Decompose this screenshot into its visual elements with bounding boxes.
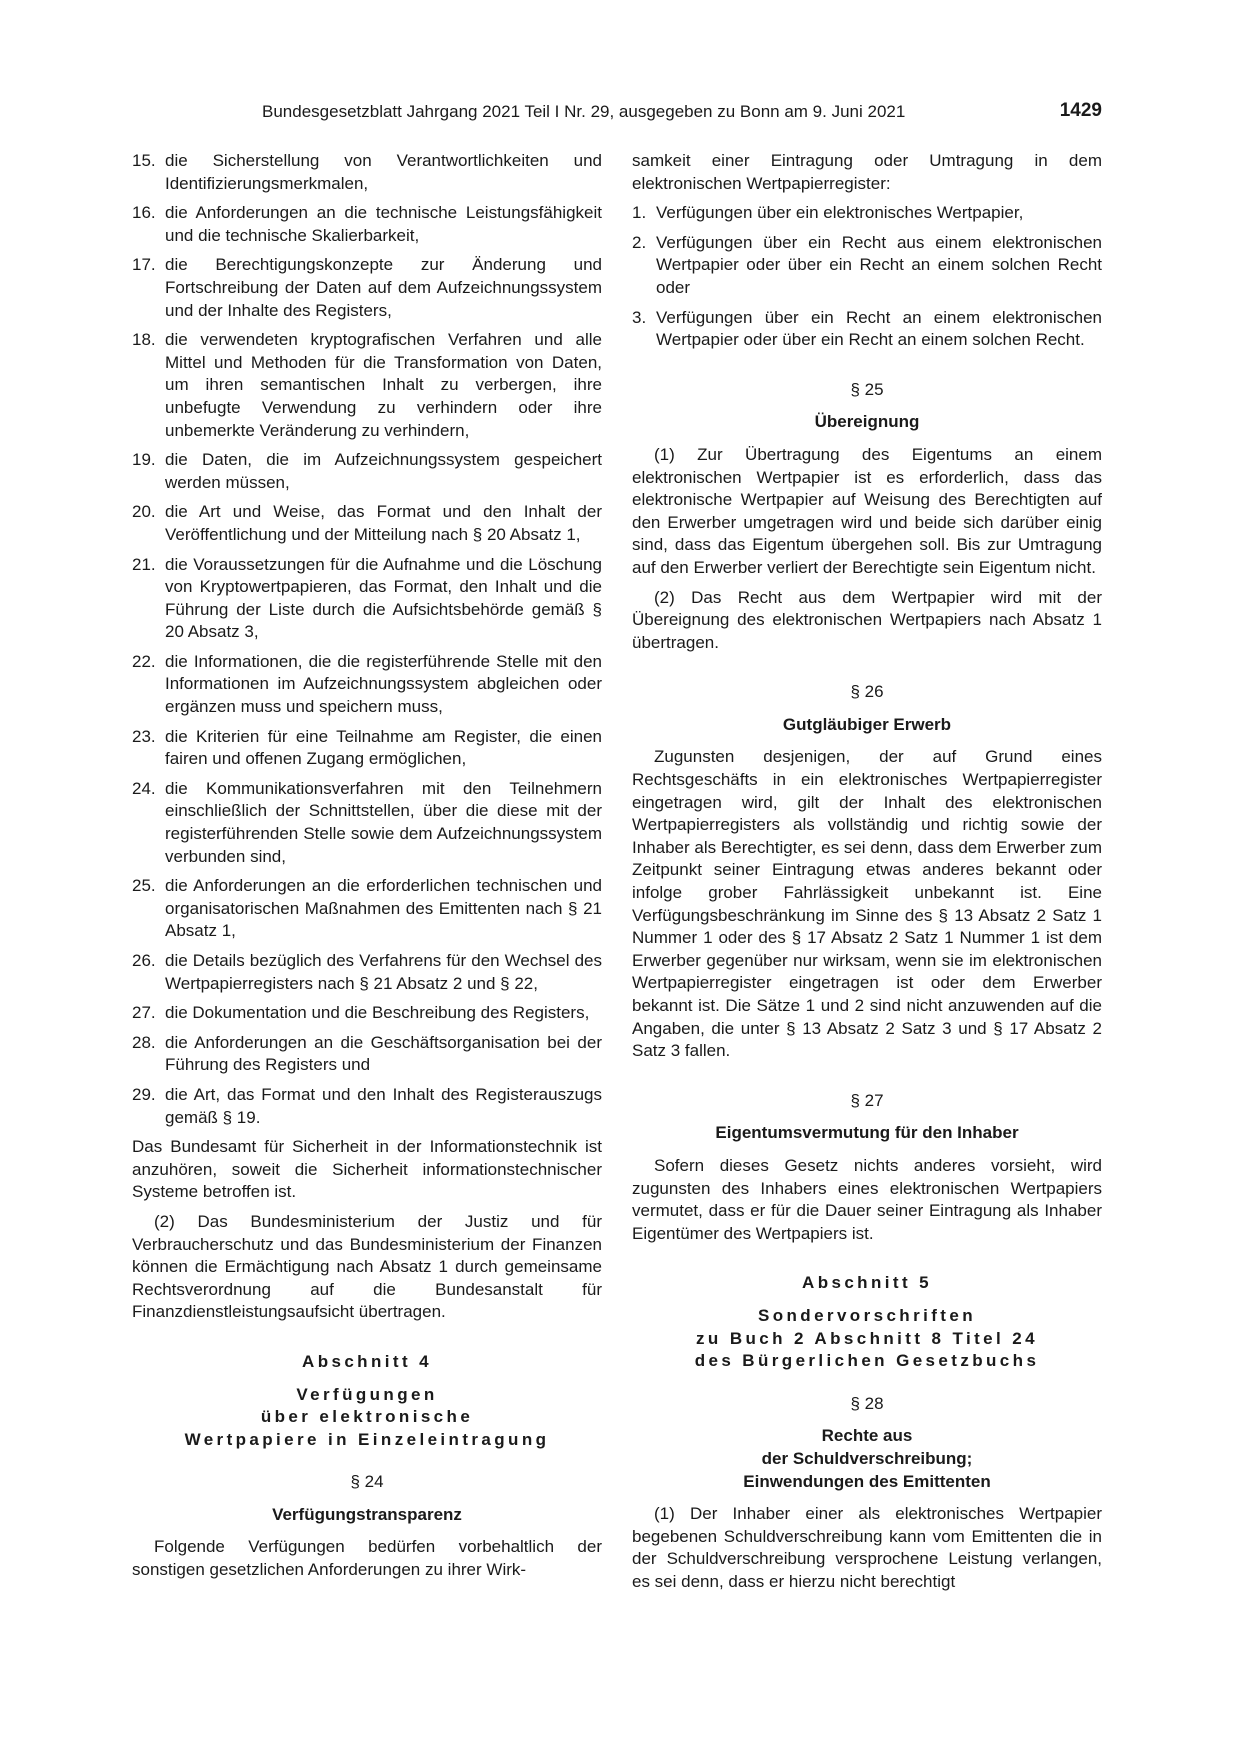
abschnitt-5-title-line: zu Buch 2 Abschnitt 8 Titel 24 bbox=[696, 1328, 1038, 1348]
page-header bbox=[132, 100, 1102, 130]
list-item: 3. Verfügungen über ein Recht an einem elektronischen Wertpapier oder über ein Recht an einem solchen Recht. bbox=[632, 307, 1102, 350]
section-number: § 24 bbox=[350, 1472, 384, 1492]
abschnitt-4-title-line: Wertpapiere in Einzeleintragung bbox=[184, 1429, 550, 1449]
continuation-paragraph: samkeit einer Eintragung oder Umtragung in dem elektronischen Wertpapierregister: bbox=[632, 151, 1102, 193]
list-item: 16. die Anforderungen an die technische Leistungsfähigkeit und die technische Skalierbarkeit, bbox=[132, 203, 602, 245]
section-paragraph: (1) Zur Übertragung des Eigentums an einem elektronischen Wertpapier ist es erforderlich, dass das elektronische Wertpapier auf Weisung des Berechtigten auf den Erwerber umgetragen wird und beide sich darüber einig sind, dass das Eigentum übergehen soll. Bis zur Umtragung auf den Erwerber verliert der Berechtigte sein Eigentum nicht. bbox=[632, 444, 1102, 577]
section-number: § 25 bbox=[850, 379, 884, 399]
section-heading-line: Rechte aus bbox=[821, 1426, 913, 1446]
section-heading: Verfügungstransparenz bbox=[272, 1504, 462, 1524]
abschnitt-5-title-line: des Bürgerlichen Gesetzbuchs bbox=[694, 1351, 1040, 1371]
list-item: 23. die Kriterien für eine Teilnahme am Register, die einen fairen und offenen Zugang ermöglichen, bbox=[132, 726, 602, 769]
section-paragraph: (2) Das Recht aus dem Wertpapier wird mit der Übereignung des elektronischen Wertpapiers nach Absatz 1 übertragen. bbox=[632, 587, 1102, 652]
closing-paragraph: Das Bundesamt für Sicherheit in der Informationstechnik ist anzuhören, soweit die Sicherheit informationstechnischer Systeme betroffen ist. bbox=[132, 1137, 602, 1202]
list-item: 19. die Daten, die im Aufzeichnungssystem gespeichert werden müssen, bbox=[132, 450, 602, 492]
list-item: 18. die verwendeten kryptografischen Verfahren und alle Mittel und Methoden für die Transformation von Daten, um ihren semantischen Inhalt zu verbergen, ihre unbefugte Verwendung zu verhindern oder ihre unbemerkte Veränderung zu verhindern, bbox=[132, 330, 602, 440]
abschnitt-4-title-line: Verfügungen bbox=[296, 1384, 438, 1404]
right-column bbox=[632, 150, 1102, 1600]
section-number: § 26 bbox=[850, 682, 884, 702]
section-paragraph: (1) Der Inhaber einer als elektronisches Wertpapier begebenen Schuldverschreibung kann vom Emittenten die in der Schuldverschreibung versprochene Leistung verlangen, es sei denn, dass er hierzu nicht berechtigt bbox=[632, 1504, 1102, 1591]
list-item: 26. die Details bezüglich des Verfahrens für den Wechsel des Wertpapierregisters nach § 21 Absatz 2 und § 22, bbox=[132, 951, 602, 993]
list-item: 28. die Anforderungen an die Geschäftsorganisation bei der Führung des Registers und bbox=[132, 1032, 602, 1075]
section-paragraph: Zugunsten desjenigen, der auf Grund eines Rechtsgeschäfts in ein elektronisches Wertpapierregister eingetragen wird, gilt der Inhalt des elektronischen Wertpapierregisters als vollständig und richtig sowie der Inhaber als Berechtigter, es sei denn, dass dem Erwerber zum Zeitpunkt seiner Eintragung etwas anderes bekannt oder infolge grober Fahrlässigkeit unbekannt ist. Eine Verfügungsbeschränkung im Sinne des § 13 Absatz 2 Satz 1 Nummer 1 oder des § 17 Absatz 2 Satz 1 Nummer 1 ist dem Erwerber gegenüber nur wirksam, wenn sie im elektronischen Wertpapierregister eingetragen ist oder dem Erwerber bekannt ist. Die Sätze 1 und 2 sind nicht anzuwenden auf die Angaben, die unter § 13 Absatz 2 Satz 3 und § 17 Absatz 2 Satz 3 fallen. bbox=[632, 747, 1102, 1061]
list-item: 2. Verfügungen über ein Recht aus einem elektronischen Wertpapier oder über ein Recht an einem solchen Recht oder bbox=[632, 232, 1102, 297]
section-paragraph: Sofern dieses Gesetz nichts anderes vorsieht, wird zugunsten des Inhabers eines elektronischen Wertpapiers vermutet, dass er für die Dauer seiner Eintragung als Inhaber Eigentümer des Wertpapiers ist. bbox=[632, 1155, 1102, 1243]
abschnitt-4-title-line: über elektronische bbox=[260, 1407, 474, 1427]
section-number: § 27 bbox=[850, 1090, 884, 1110]
list-item: 29. die Art, das Format und den Inhalt des Registerauszugs gemäß § 19. bbox=[132, 1084, 602, 1127]
abschnitt-5-label: Abschnitt 5 bbox=[802, 1273, 932, 1293]
running-title: Bundesgesetzblatt Jahrgang 2021 Teil I Nr. 29, ausgegeben zu Bonn am 9. Juni 2021 bbox=[262, 102, 906, 121]
abschnitt-5-title-line: Sondervorschriften bbox=[757, 1305, 976, 1325]
section-heading: Übereignung bbox=[814, 412, 920, 432]
paragraph-2: (2) Das Bundesministerium der Justiz und für Verbraucherschutz und das Bundesministerium der Finanzen können die Ermächtigung nach Absatz 1 durch gemeinsame Rechtsverordnung auf die Bundesanstalt für Finanzdienstleistungsaufsicht übertragen. bbox=[132, 1211, 602, 1322]
section-paragraph: Folgende Verfügungen bedürfen vorbehaltlich der sonstigen gesetzlichen Anforderungen zu ihrer Wirk- bbox=[132, 1537, 602, 1580]
section-number: § 28 bbox=[850, 1393, 884, 1413]
list-item: 27. die Dokumentation und die Beschreibung des Registers, bbox=[132, 1003, 590, 1023]
list-item: 15. die Sicherstellung von Verantwortlichkeiten und Identifizierungsmerkmalen, bbox=[132, 151, 602, 193]
list-item: 21. die Voraussetzungen für die Aufnahme und die Löschung von Kryptowertpapieren, das Format, den Inhalt und die Führung der Liste durch die Aufsichtsbehörde gemäß § 20 Absatz 3, bbox=[132, 554, 602, 642]
list-item: 25. die Anforderungen an die erforderlichen technischen und organisatorischen Maßnahmen des Emittenten nach § 21 Absatz 1, bbox=[132, 876, 602, 941]
section-heading: Eigentumsvermutung für den Inhaber bbox=[715, 1123, 1019, 1143]
list-items-1-3 bbox=[632, 202, 1102, 352]
list-item: 20. die Art und Weise, das Format und den Inhalt der Veröffentlichung und der Mitteilung nach § 20 Absatz 1, bbox=[132, 502, 602, 544]
section-heading: Gutgläubiger Erwerb bbox=[782, 714, 952, 734]
list-items-15-29 bbox=[132, 150, 602, 1129]
list-item: 1. Verfügungen über ein elektronisches Wertpapier, bbox=[632, 203, 1024, 223]
section-heading-line: Einwendungen des Emittenten bbox=[743, 1471, 991, 1491]
page-number: 1429 bbox=[1059, 100, 1102, 121]
left-column bbox=[132, 150, 602, 1589]
list-item: 24. die Kommunikationsverfahren mit den Teilnehmern einschließlich der Schnittstellen, über die diese mit der registerführenden Stelle sowie dem Aufzeichnungssystem verbunden sind, bbox=[132, 778, 602, 866]
list-item: 17. die Berechtigungskonzepte zur Änderung und Fortschreibung der Daten auf dem Aufzeichnungssystem und der Inhalte des Registers, bbox=[132, 255, 602, 320]
section-heading-line: der Schuldverschreibung; bbox=[761, 1448, 973, 1468]
list-item: 22. die Informationen, die die registerführende Stelle mit den Informationen im Aufzeichnungssystem abgleichen oder ergänzen muss und speichern muss, bbox=[132, 651, 602, 717]
abschnitt-4-label: Abschnitt 4 bbox=[302, 1351, 432, 1371]
